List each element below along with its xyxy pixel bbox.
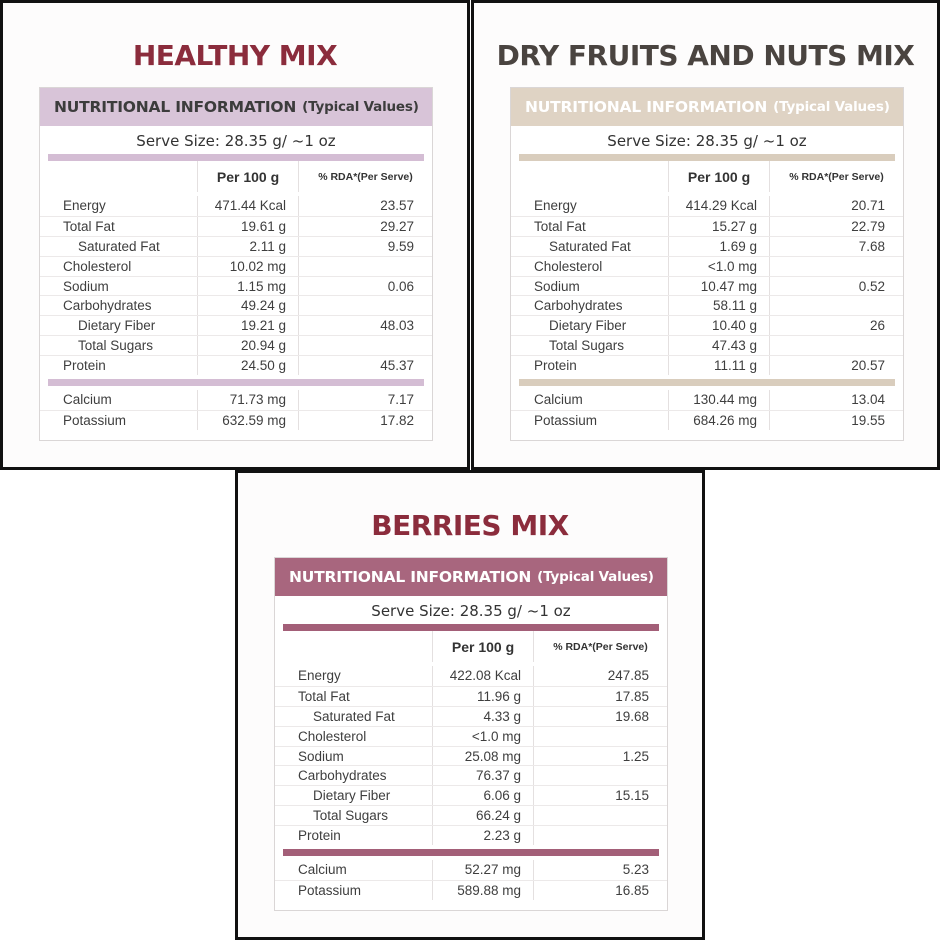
serve-size: Serve Size: 28.35 g/ ~1 oz <box>136 132 336 150</box>
nutrient-rda <box>769 296 903 315</box>
nutrient-per100: <1.0 mg <box>432 727 533 746</box>
nutrient-rows <box>40 192 432 375</box>
nutrient-per100: 10.02 mg <box>197 257 298 276</box>
table-row <box>511 295 903 315</box>
nutrient-name: Potassium <box>63 412 127 428</box>
label-header-title: NUTRITIONAL INFORMATION <box>525 98 768 116</box>
divider-bar <box>519 154 895 161</box>
table-row <box>511 355 903 375</box>
nutrient-per100: 471.44 Kcal <box>197 196 298 216</box>
nutrient-per100: 684.26 mg <box>668 411 769 430</box>
column-header-blank <box>275 631 432 662</box>
nutrient-per100: 58.11 g <box>668 296 769 315</box>
table-row <box>275 805 667 825</box>
nutrient-rda: 5.23 <box>533 860 667 880</box>
nutrient-per100: 2.23 g <box>432 826 533 845</box>
nutrient-name: Dietary Fiber <box>549 318 627 334</box>
nutrient-rda: 16.85 <box>533 881 667 900</box>
nutrient-rda: 17.85 <box>533 687 667 706</box>
mineral-rows <box>40 390 432 440</box>
nutrient-name: Calcium <box>298 862 347 878</box>
nutrient-per100: 10.40 g <box>668 316 769 335</box>
nutrient-per100: 2.11 g <box>197 237 298 256</box>
nutrient-per100: 66.24 g <box>432 806 533 825</box>
nutrient-rda: 7.17 <box>298 390 432 410</box>
nutrient-per100: 71.73 mg <box>197 390 298 410</box>
nutrient-per100: 25.08 mg <box>432 747 533 766</box>
divider-bar <box>283 849 659 856</box>
nutrient-name: Saturated Fat <box>313 708 395 724</box>
table-row <box>511 256 903 276</box>
column-header-row <box>275 631 667 662</box>
nutrient-rows <box>511 192 903 375</box>
serve-size: Serve Size: 28.35 g/ ~1 oz <box>607 132 807 150</box>
nutrient-per100: <1.0 mg <box>668 257 769 276</box>
nutrient-name: Saturated Fat <box>78 238 160 254</box>
table-row <box>511 335 903 355</box>
table-row <box>275 765 667 785</box>
nutrient-rda: 48.03 <box>298 316 432 335</box>
nutrient-name: Potassium <box>298 882 362 898</box>
column-header-row <box>511 161 903 192</box>
nutrient-name: Sodium <box>298 748 344 764</box>
table-row <box>275 746 667 766</box>
table-row <box>275 860 667 880</box>
table-row <box>275 686 667 706</box>
mineral-rows <box>511 390 903 440</box>
serve-size: Serve Size: 28.35 g/ ~1 oz <box>371 602 571 620</box>
nutrient-name: Protein <box>63 358 106 374</box>
table-row <box>275 706 667 726</box>
divider-bar <box>283 624 659 631</box>
nutrient-name: Saturated Fat <box>549 238 631 254</box>
table-row <box>511 216 903 236</box>
column-header-blank <box>511 161 668 192</box>
nutrient-rda: 7.68 <box>769 237 903 256</box>
column-header-row <box>40 161 432 192</box>
table-row <box>40 216 432 236</box>
nutrient-name: Calcium <box>63 392 112 408</box>
divider-bar <box>48 379 424 386</box>
nutrient-name: Energy <box>534 198 577 214</box>
nutrient-per100: 1.69 g <box>668 237 769 256</box>
table-row <box>40 355 432 375</box>
table-row <box>511 410 903 430</box>
table-row <box>275 666 667 686</box>
panel-healthy-mix <box>0 0 470 470</box>
nutrient-per100: 76.37 g <box>432 766 533 785</box>
nutrient-per100: 11.11 g <box>668 356 769 375</box>
table-row <box>511 390 903 410</box>
nutrient-rda: 15.15 <box>533 786 667 805</box>
nutrient-rows <box>275 662 667 845</box>
table-row <box>275 880 667 900</box>
mix-title: HEALTHY MIX <box>132 39 338 72</box>
table-row <box>275 726 667 746</box>
label-header <box>511 88 903 126</box>
nutrient-name: Protein <box>298 828 341 844</box>
nutrient-name: Total Fat <box>298 688 350 704</box>
table-row <box>40 276 432 296</box>
table-row <box>40 236 432 256</box>
mineral-rows <box>275 860 667 910</box>
label-header-subtitle: (Typical Values) <box>537 569 654 585</box>
nutrient-rda: 247.85 <box>533 666 667 686</box>
panel-berries-mix <box>235 470 705 940</box>
nutrient-per100: 1.15 mg <box>197 277 298 296</box>
nutrient-rda <box>769 336 903 355</box>
column-header-rda: % RDA*(Per Serve) <box>298 161 432 192</box>
table-row <box>40 410 432 430</box>
table-row <box>511 276 903 296</box>
nutrient-rda <box>533 826 667 845</box>
nutrient-name: Carbohydrates <box>298 768 387 784</box>
mix-title: BERRIES MIX <box>371 509 569 542</box>
table-row <box>275 785 667 805</box>
nutrient-per100: 10.47 mg <box>668 277 769 296</box>
nutrient-name: Calcium <box>534 392 583 408</box>
nutrient-per100: 19.21 g <box>197 316 298 335</box>
nutrient-name: Sodium <box>534 278 580 294</box>
divider-bar <box>48 154 424 161</box>
nutrient-rda: 17.82 <box>298 411 432 430</box>
nutrient-per100: 47.43 g <box>668 336 769 355</box>
nutrient-per100: 20.94 g <box>197 336 298 355</box>
nutrient-per100: 589.88 mg <box>432 881 533 900</box>
label-header-title: NUTRITIONAL INFORMATION <box>289 568 532 586</box>
nutrient-rda: 23.57 <box>298 196 432 216</box>
nutrient-name: Energy <box>63 198 106 214</box>
nutrient-per100: 130.44 mg <box>668 390 769 410</box>
nutrient-name: Protein <box>534 358 577 374</box>
nutrient-rda: 29.27 <box>298 217 432 236</box>
table-row <box>40 335 432 355</box>
nutrient-rda <box>533 806 667 825</box>
nutrient-rda: 9.59 <box>298 237 432 256</box>
column-header-blank <box>40 161 197 192</box>
nutrient-per100: 15.27 g <box>668 217 769 236</box>
nutrient-rda: 13.04 <box>769 390 903 410</box>
column-header-per100: Per 100 g <box>197 161 298 192</box>
nutrient-name: Cholesterol <box>534 258 603 274</box>
nutrient-per100: 414.29 Kcal <box>668 196 769 216</box>
nutrition-label <box>39 87 433 441</box>
column-header-per100: Per 100 g <box>668 161 769 192</box>
nutrient-name: Total Sugars <box>313 808 389 824</box>
nutrient-rda: 20.71 <box>769 196 903 216</box>
label-header <box>40 88 432 126</box>
nutrient-rda <box>298 257 432 276</box>
nutrient-per100: 6.06 g <box>432 786 533 805</box>
table-row <box>40 390 432 410</box>
nutrient-name: Cholesterol <box>63 258 132 274</box>
nutrient-rda: 0.52 <box>769 277 903 296</box>
label-header-subtitle: (Typical Values) <box>302 99 419 115</box>
mix-title: DRY FRUITS AND NUTS MIX <box>496 39 915 72</box>
nutrient-rda <box>298 336 432 355</box>
label-header-title: NUTRITIONAL INFORMATION <box>54 98 297 116</box>
nutrient-rda: 26 <box>769 316 903 335</box>
table-row <box>511 236 903 256</box>
nutrient-name: Dietary Fiber <box>313 788 391 804</box>
nutrient-name: Total Fat <box>534 218 586 234</box>
divider-bar <box>519 379 895 386</box>
nutrient-per100: 4.33 g <box>432 707 533 726</box>
nutrient-name: Carbohydrates <box>63 298 152 314</box>
nutrient-name: Cholesterol <box>298 728 367 744</box>
nutrient-name: Total Sugars <box>78 338 154 354</box>
table-row <box>40 256 432 276</box>
nutrient-per100: 19.61 g <box>197 217 298 236</box>
nutrient-rda: 1.25 <box>533 747 667 766</box>
table-row <box>40 315 432 335</box>
nutrient-name: Total Fat <box>63 218 115 234</box>
table-row <box>40 295 432 315</box>
nutrient-rda <box>298 296 432 315</box>
nutrient-rda: 19.68 <box>533 707 667 726</box>
nutrient-per100: 632.59 mg <box>197 411 298 430</box>
label-header-subtitle: (Typical Values) <box>773 99 890 115</box>
column-header-rda: % RDA*(Per Serve) <box>769 161 903 192</box>
nutrient-rda <box>533 727 667 746</box>
nutrient-name: Energy <box>298 668 341 684</box>
nutrient-rda: 0.06 <box>298 277 432 296</box>
table-row <box>40 196 432 216</box>
nutrition-label <box>274 557 668 911</box>
table-row <box>275 825 667 845</box>
panel-dry-fruits-nuts-mix <box>471 0 940 470</box>
nutrient-name: Sodium <box>63 278 109 294</box>
nutrient-rda: 22.79 <box>769 217 903 236</box>
nutrition-label <box>510 87 904 441</box>
nutrient-per100: 49.24 g <box>197 296 298 315</box>
table-row <box>511 315 903 335</box>
nutrient-per100: 11.96 g <box>432 687 533 706</box>
nutrient-per100: 24.50 g <box>197 356 298 375</box>
nutrient-rda <box>769 257 903 276</box>
nutrient-name: Dietary Fiber <box>78 318 156 334</box>
table-row <box>511 196 903 216</box>
column-header-per100: Per 100 g <box>432 631 533 662</box>
nutrient-rda: 45.37 <box>298 356 432 375</box>
nutrient-rda: 19.55 <box>769 411 903 430</box>
nutrient-per100: 52.27 mg <box>432 860 533 880</box>
nutrient-rda <box>533 766 667 785</box>
nutrient-name: Potassium <box>534 412 598 428</box>
column-header-rda: % RDA*(Per Serve) <box>533 631 667 662</box>
nutrient-per100: 422.08 Kcal <box>432 666 533 686</box>
nutrient-name: Total Sugars <box>549 338 625 354</box>
nutrient-name: Carbohydrates <box>534 298 623 314</box>
nutrient-rda: 20.57 <box>769 356 903 375</box>
label-header <box>275 558 667 596</box>
